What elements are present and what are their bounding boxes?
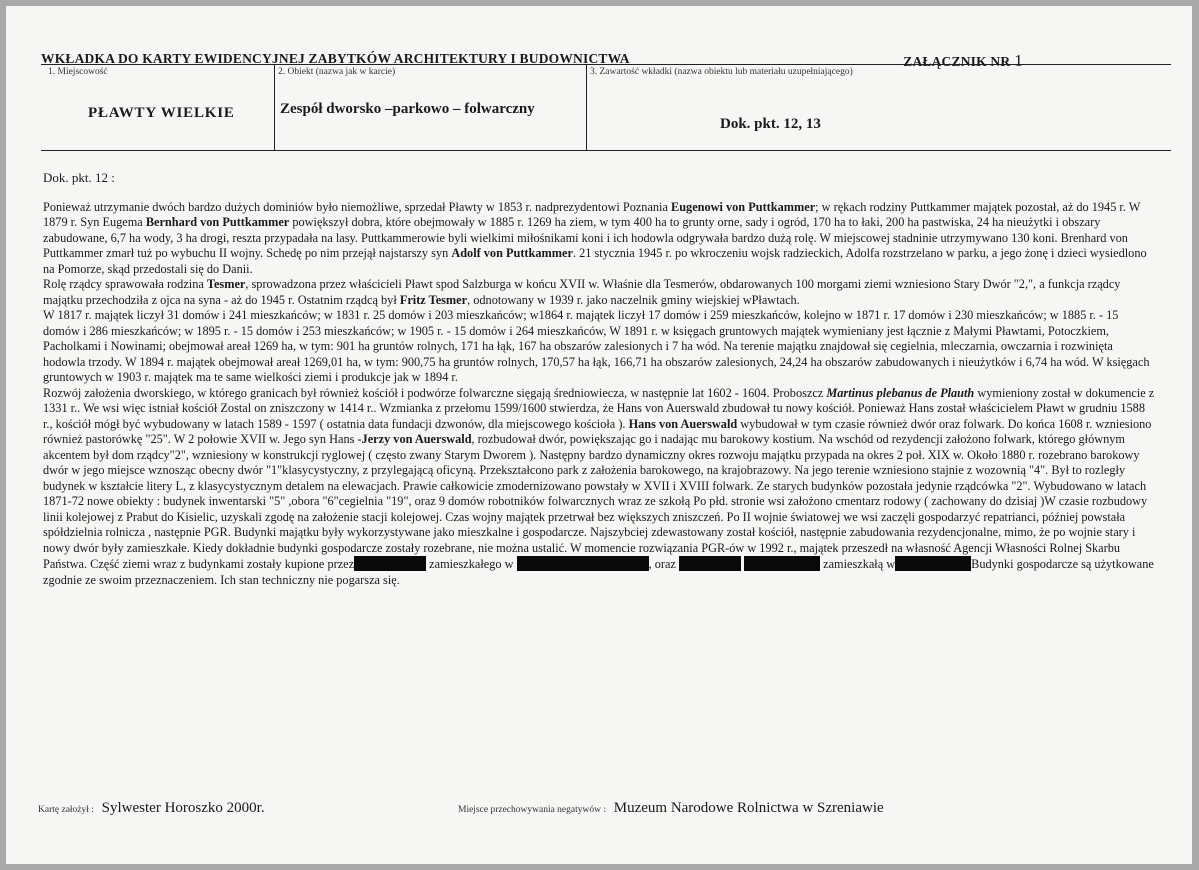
column-divider-1 — [274, 64, 275, 150]
attachment-number: ZAŁĄCZNIK NR 1 — [903, 51, 1023, 70]
locality-value: PŁAWTY WIELKIE — [88, 105, 235, 121]
author-value: Sylwester Horoszko 2000r. — [101, 800, 265, 816]
form-title: WKŁADKA DO KARTY EWIDENCYJNEJ ZABYTKÓW ARCHITEKTURY I BUDOWNICTWA — [41, 51, 630, 66]
paragraph: Ponieważ utrzymanie dwóch bardzo dużych dominiów było niemożliwe, sprzedał Pławty w 1853 r. nadprezydentowi Poznania Eugenowi von Puttkammer; w rękach rodziny Puttkammer majątek pozostał, aż do 1945 r. W 1879 r. Syn Eugema Bernhard von Puttkammer powiększył dobra, które obejmowały w 1885 r. 1269 ha ziem, w tym 400 ha to grunty orne, sady i ogród, 170 ha to łaki, 200 ha pastwiska, 24 ha nieużytki i obszary zabudowane, 6,7 ha wody, 3 ha drogi, reszta przypadała na lasy. Puttkammerowie byli wielkimi miłośnikami koni i ich hodowla odgrywała bardzo dużą rolę. W miejscowej stadninie utrzymywano 130 koni. Brenhard von Puttkammer zmarł tuż po wybuchu II wojny. Schedę po nim przejął najstarszy syn Adolf von Puttkammer. 21 stycznia 1945 r. po wkroczeniu wojsk radzieckich, Adolfa rozstrzelano w parku, a jego żonę i dzieci wysiedlono na Pomorze, skąd przedostali się do Danii. — [43, 199, 1147, 276]
storage-label: Miejsce przechowywania negatywów : — [458, 805, 606, 815]
section-title: Dok. pkt. 12 : — [43, 170, 115, 185]
storage-value: Muzeum Narodowe Rolnictwa w Szreniawie — [613, 800, 884, 816]
object-label: 2. Obiekt (nazwa jak w karcie) — [278, 67, 396, 77]
storage-field — [458, 800, 884, 817]
content-label: 3. Zawartość wkładki (nazwa obiektu lub materiału uzupełniającego) — [590, 67, 853, 77]
redaction-block — [895, 556, 971, 571]
object-value: Zespół dworsko –parkowo – folwarczny — [280, 101, 535, 117]
author-label: Kartę założył : — [38, 805, 94, 815]
locality-label: 1. Miejscowość — [48, 67, 108, 77]
redaction-block — [744, 556, 820, 571]
paragraph: Rolę rządcy sprawowała rodzina Tesmer, sprowadzona przez właścicieli Pławt spod Salzburga w końcu XVII w. Właśnie dla Tesmerów, obdarowanych 100 morgami ziemi wzniesiono Stary Dwór "2,", a funkcja rządcy majątku przechodziła z ojca na syna - aż do 1945 r. Ostatnim rządcą był Fritz Tesmer, odnotowany w 1939 r. jako naczelnik gminy wiejskiej wPławtach. — [43, 277, 1121, 307]
header-bottom-rule — [41, 150, 1171, 151]
column-divider-2 — [586, 64, 587, 150]
document-body — [43, 170, 1155, 588]
redaction-block — [517, 556, 649, 571]
header-top-rule — [41, 64, 1171, 65]
document-sheet — [6, 6, 1192, 864]
content-value: Dok. pkt. 12, 13 — [720, 116, 821, 132]
redaction-block — [679, 556, 741, 571]
redaction-block — [354, 556, 426, 571]
paragraph: Rozwój założenia dworskiego, w którego granicach był również kościół i podwórze folwarczne sięgają średniowiecza, w następnie lat 1602 - 1604. Proboszcz Martinus plebanus de Plauth wymieniony został w dokumencie z 1331 r.. We wsi więc istniał kościół Zostal on zniszczony w 1414 r.. Wzmianka z przełomu 1599/1600 stwierdza, że Hans von Auerswald zbudował tu nowy kościół. Ponieważ Hans został właścicielem Pławt w grudniu 1588 r., kościół mógł być wybudowany w latach 1589 - 1597 ( ostatnia data fundacji dzwonów, dla miejscowego kościoła ). Hans von Auerswald wybudował w tym czasie również dwór oraz folwark. Do końca 1608 r. wzniesiono również pastorówkę "25". W 2 połowie XVII w. Jego syn Hans -Jerzy von Auerswald, rozbudował dwór, powiększając go i nadając mu barokowy kostium. Na wschód od rezydencji założono folwark, którego głównym akcentem był dom rządcy"2", wzniesiony w konstrukcji ryglowej ( często zwany Starym Dworem ). Następny bardzo dynamiczny okres rozwoju majątku przypada na okres 2 poł. XIX w. Około 1880 r. rozebrano barokowy dwór w jego miejsce wznosząc obecny dwór "1"klasycystyczny, z przylegającą oficyną. Przekształcono park z założenia barokowego, na krajobrazowy. Na jego terenie wzniesiono stajnie z wozownią "4". Był to rozległy budynek w kształcie litery L, z klasycystycznym detalem na elewacjach. Prawie całkowicie zmodernizowano powstały w XVII i XVIII folwark. Ze starych budynków pozostała jedynie rządcówka "2". Wybudowano w latach 1871-72 nowe obiekty : budynek inwentarski "5" ,obora "6"cegielnia "19", oraz 9 domów robotników folwarcznych wraz ze szkołą Po płd. stronie wsi założono cmentarz rodowy ( zachowany do dzisiaj )W czasie rozbudowy linii kolejowej z Prabut do Kisielic, uzyskali zgodę na założenie stacji kolejowej. Czas wojny majątek przetrwał bez większych zniszczeń. Po II wojnie światowej we wsi zaczęli gospodarzyć repatrianci, później powstała spółdzielnia rolnicza , następnie PGR. Budynki majątku były wykorzystywane jako mieszkalne i gospodarcze. Najszybciej zdewastowany został kościół, następnie zabudowania rezydencjonalne, mimo, że po wojnie stary i nowy dwór były zamieszkałe. Kiedy dokładnie budynki gospodarcze zostały rozebrane, nie można ustalić. W momencie rozwiązania PGR-ów w 1992 r., majątek przeszedł na własność Agencji Własności Rolnej Skarbu Państwa. Część ziemi wraz z budynkami zostały kupione przez zamieszkałego w , oraz zamieszkałą w Budynki gospodarcze są użytkowane zgodnie ze swoim przeznaczeniem. Ich stan techniczny nie pogarsza się. — [43, 385, 1155, 587]
author-field — [38, 800, 265, 817]
paragraph: W 1817 r. majątek liczył 31 domów i 241 mieszkańców; w 1831 r. 25 domów i 203 mieszkańców; w1864 r. majątek liczył 17 domów i 259 mieszkańców, kolejno w 1871 r. 17 domów i 230 mieszkańców; w 1885 r. - 15 domów i 286 mieszkańców; w 1895 r. - 15 domów i 253 mieszkańców; w 1905 r. - 15 domów i 264 mieszkańców, W 1891 r. w księgach gruntowych majątek wymieniany jest łącznie z Małymi Pławtami, Potoczkiem, Pacholkami i Nowinami; obejmował areał 1269 ha, w tym: 901 ha gruntów rolnych, 171 ha łąk, 167 ha obszarów zalesionych i 7 ha wód. Na terenie majątku znajdował się cegielnia, mleczarnia, owczarnia i rozwinięta hodowla trzody. W 1894 r. majątek obejmował areał 1269,01 ha, w tym: 900,75 ha gruntów rolnych, 170,57 ha łąk, 166,71 ha obszarów zalesionych, 24,24 ha obszarów zabudowanych i nieużytków i 6,74 ha wód. W księgach gruntowych w 1903 r. majątek ma te same wielkości ziemi i produkcje jak w 1894 r. — [43, 308, 1150, 384]
